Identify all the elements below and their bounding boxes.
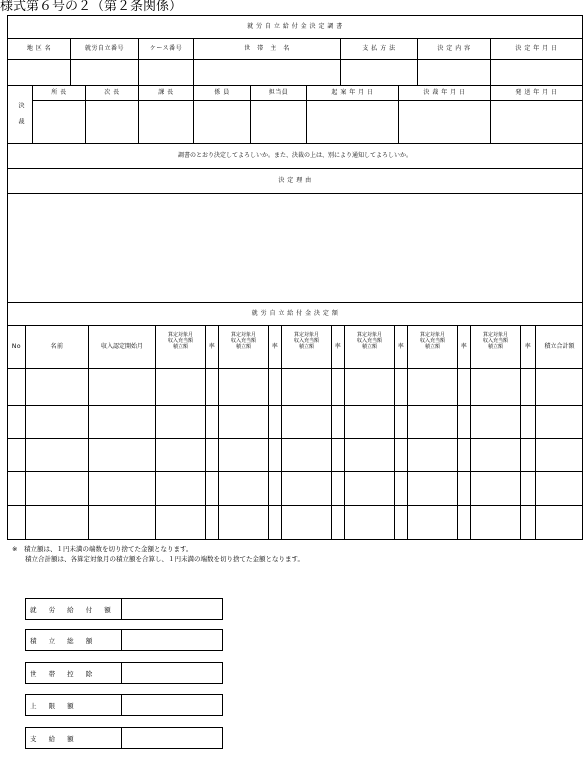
amount-col-rate-1: 率 [208,343,216,350]
summary-label: 支 給 額 [26,728,122,748]
amount-col-rate-6: 率 [524,343,532,350]
approval-deputy: 次 長 [104,89,120,96]
amount-col-income-start: 収入認定開始月 [100,343,143,350]
amount-col-period-3: 算定対象月 収入充当額 積立額 [293,332,319,350]
approval-sent-date: 発 送 年 月 日 [515,89,558,96]
summary-label: 就 労 給 付 額 [26,599,122,619]
col-payment-method: 支 払 方 法 [362,45,396,52]
summary-label: 上 限 額 [26,695,122,715]
form-header-title: 就 労 自 立 給 付 金 決 定 調 書 [247,23,343,30]
amount-col-period-6: 算定対象月 収入充当額 積立額 [482,332,508,350]
approval-section-chief: 課 長 [158,89,174,96]
col-work-number: 就労自立番号 [84,45,124,52]
amount-title: 就 労 自 立 給 付 金 決 定 額 [251,310,339,317]
amount-col-rate-2: 率 [271,343,279,350]
amount-col-period-1: 算定対象月 収入充当額 積立額 [167,332,193,350]
approval-statement: 調書のとおり決定してよろしいか。また、決裁の上は、別により通知してよろしいか。 [177,152,412,159]
amount-col-period-5: 算定対象月 収入充当額 積立額 [419,332,445,350]
amount-col-rate-4: 率 [397,343,405,350]
amount-col-rate-5: 率 [460,343,468,350]
col-case-number: ケース番号 [149,45,183,52]
col-decision-content: 決 定 内 容 [437,45,471,52]
summary-label: 積 立 総 額 [26,630,122,650]
approval-caseworker: 担当員 [268,89,289,96]
col-decision-date: 決 定 年 月 日 [515,45,558,52]
amount-col-total: 積立合計額 [544,343,575,350]
approval-staff: 係 員 [214,89,230,96]
approval-director: 所 長 [51,89,67,96]
note-2: 積立合計額は、各算定対象月の積立額を合算し、１円未満の端数を切り捨てた金額となります。 [25,555,304,563]
summary-box-household-deduction[interactable] [25,662,223,684]
amount-col-period-2: 算定対象月 収入充当額 積立額 [230,332,256,350]
summary-label: 世 帯 控 除 [26,663,122,683]
col-householder: 世 帯 主 名 [244,45,290,52]
summary-box-upper-limit[interactable] [25,694,223,716]
amount-col-rate-3: 率 [334,343,342,350]
summary-box-payment[interactable] [25,727,223,749]
amount-col-name: 名前 [50,343,64,350]
summary-box-total-savings[interactable] [25,629,223,651]
amount-col-period-4: 算定対象月 収入充当額 積立額 [356,332,382,350]
reason-title: 決 定 理 由 [278,177,312,184]
approval-decided-date: 決 裁 年 月 日 [423,89,466,96]
summary-box-work-benefit[interactable] [25,598,223,620]
col-district: 地 区 名 [26,45,52,52]
approval-draft-date: 起 案 年 月 日 [331,89,374,96]
form-title: 様式第６号の２（第２条関係） [0,0,183,14]
kessai-label: 決裁 [17,102,24,134]
amount-col-no: No [11,343,22,350]
note-1: ※ 積立額は、１円未満の端数を切り捨てた金額となります。 [12,545,193,553]
